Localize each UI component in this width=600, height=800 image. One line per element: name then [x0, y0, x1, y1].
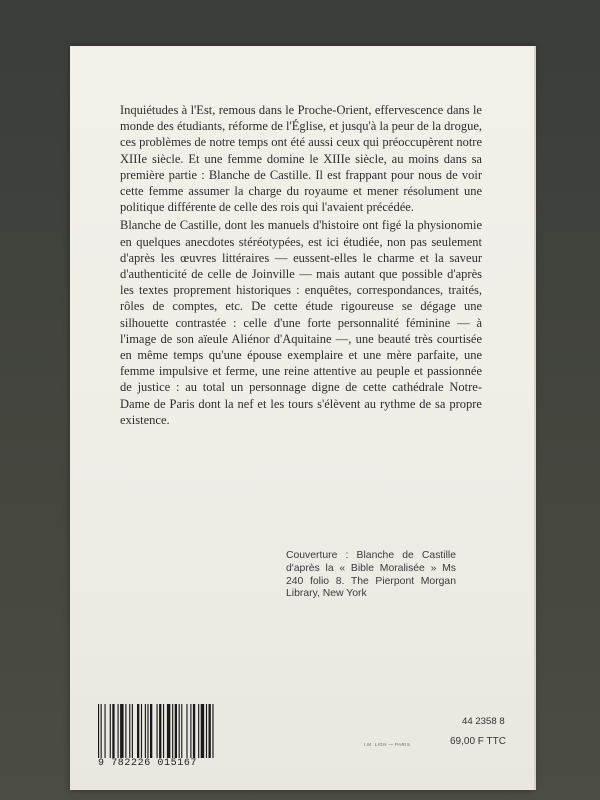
cover-credit-caption: Couverture : Blanche de Castille d'après la « Bible Moralisée » Ms 240 folio 8. The Pierpont Morgan Library, New York — [286, 550, 456, 600]
book-back-cover — [70, 46, 534, 790]
printer-mark: I.M. LIGN — PARIS — [364, 742, 411, 747]
barcode-number: 9 782226 015167 — [98, 758, 198, 769]
product-code: 44 2358 8 — [462, 716, 505, 727]
blurb-paragraph-1: Inquiétudes à l'Est, remous dans le Proche-Orient, effervescence dans le monde des étudiants, réforme de l'Église, et jusqu'à la peur de la drogue, ces problèmes de notre temps ont été aussi ceux qui préoccupèrent notre XIIIe siècle. Et une femme domine le XIIIe siècle, au moins dans sa première partie : Blanche de Castille. Il est frappant pour nous de voir cette femme assumer la charge du royaume et mener résolument une politique différente de celle des rois qui l'avaient précédée. — [120, 103, 482, 215]
isbn-barcode — [98, 704, 258, 772]
back-cover-blurb — [120, 102, 482, 428]
blurb-paragraph-2: Blanche de Castille, dont les manuels d'histoire ont figé la physionomie en quelques anecdotes stéréotypées, est ici étudiée, non pas seulement d'après les œuvres littéraires — eussent-elles le charme et la saveur d'authenticité de celle de Joinville — mais autant que possible d'après les textes proprement historiques : enquêtes, correspondances, traités, rôles de comptes, etc. De cette étude rigoureuse se dégage une silhouette contrastée : celle d'une forte personnalité féminine — à l'image de son aïeule Aliénor d'Aquitaine —, une beauté très courtisée en même temps qu'une épouse exemplaire et une mère parfaite, une femme impulsive et ferme, une reine attentive au peuple et passionnée de justice : au total un personnage digne de cette cathédrale Notre-Dame de Paris dont la nef et les tours s'élèvent au rythme de sa propre existence. — [120, 218, 482, 427]
price-label: 69,00 F TTC — [450, 736, 506, 747]
barcode-bars — [98, 704, 258, 758]
